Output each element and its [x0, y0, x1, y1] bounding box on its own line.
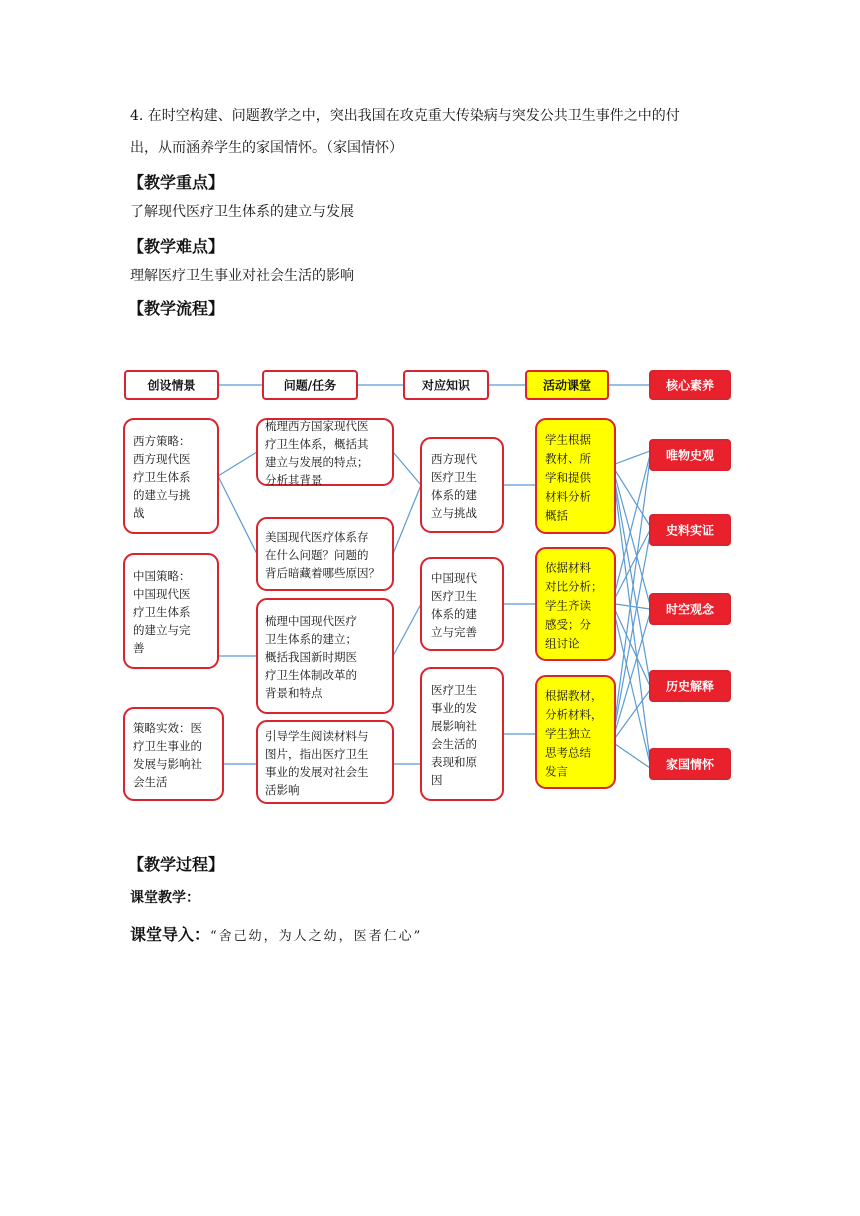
conn-s1-t2 [218, 476, 257, 554]
knowledge-box-3-line-2: 事业的发 [431, 701, 477, 716]
task-box-1 [257, 419, 393, 487]
literacy-box-4 [650, 671, 730, 701]
scenario-box-3-line-3: 发展与影响社 [133, 757, 202, 772]
scenario-box-1-line-1: 西方策略： [133, 434, 191, 449]
knowledge-box-2-line-3: 体系的建 [431, 607, 477, 622]
scenario-box-1 [124, 419, 218, 533]
difficult-point-heading: 【教学难点】 [128, 237, 225, 256]
header-3 [404, 371, 488, 399]
intro-label: 课堂导入： [130, 925, 211, 944]
activity-box-3-line-5: 发言 [545, 764, 568, 779]
scenario-box-1-line-3: 疗卫生体系 [133, 470, 191, 485]
flow-heading: 【教学流程】 [128, 299, 225, 318]
activity-box-2 [536, 548, 615, 660]
classroom-intro [130, 924, 422, 948]
activity-box-3-line-3: 学生独立 [545, 726, 591, 741]
task-box-2-line-1: 美国现代医疗体系存 [265, 530, 369, 545]
task-box-3-line-1: 梳理中国现代医疗 [265, 614, 357, 629]
scenario-box-2-line-4: 的建立与完 [133, 623, 191, 638]
conn-t2-k1 [393, 485, 421, 554]
scenario-box-1-line-4: 的建立与挑 [133, 488, 191, 503]
literacy-box-1-line-1: 唯物史观 [665, 448, 715, 463]
task-box-1-line-1: 梳理西方国家现代医 [265, 419, 369, 434]
header-1-line-1: 创设情景 [147, 378, 196, 393]
literacy-box-1 [650, 440, 730, 470]
classroom-teaching-label: 课堂教学： [130, 890, 200, 906]
activity-box-2-line-2: 对比分析； [545, 579, 603, 594]
header-2 [263, 371, 357, 399]
activity-box-1-line-1: 学生根据 [545, 432, 591, 447]
literacy-box-2 [650, 515, 730, 545]
objective-4-line1: 4. 在时空构建、问题教学之中，突出我国在攻克重大传染病与突发公共卫生事件之中的付 [130, 108, 680, 124]
conn-a1-l1 [615, 451, 650, 464]
activity-box-3-line-4: 思考总结 [545, 745, 591, 760]
header-5 [650, 371, 730, 399]
scenario-box-3 [124, 708, 223, 800]
knowledge-box-3-line-5: 表现和原 [431, 755, 477, 770]
knowledge-box-2-line-2: 医疗卫生 [431, 589, 477, 604]
knowledge-box-3-line-4: 会生活的 [431, 737, 477, 752]
conn-a3-l5 [615, 744, 650, 768]
scenario-box-2-line-2: 中国现代医 [133, 587, 191, 602]
header-4-line-1: 活动课堂 [542, 378, 592, 393]
literacy-box-5 [650, 749, 730, 779]
knowledge-box-1-line-1: 西方现代 [431, 452, 477, 467]
knowledge-box-2-line-1: 中国现代 [431, 571, 477, 586]
header-5-line-1: 核心素养 [665, 378, 715, 393]
literacy-box-5-line-1: 家国情怀 [665, 757, 715, 772]
knowledge-box-1 [421, 438, 503, 532]
activity-box-2-line-5: 组讨论 [545, 636, 580, 651]
conn-a2-l1 [615, 455, 650, 592]
header-4 [526, 371, 608, 399]
difficult-point-text: 理解医疗卫生事业对社会生活的影响 [130, 268, 354, 284]
literacy-box-4-line-1: 历史解释 [665, 679, 715, 694]
literacy-box-2-line-1: 史料实证 [665, 523, 715, 538]
task-box-3-line-4: 疗卫生体制改革的 [265, 668, 357, 683]
activity-box-1-line-3: 学和提供 [545, 470, 591, 485]
activity-box-1-line-4: 材料分析 [545, 489, 591, 504]
conn-a2-l3 [615, 604, 650, 609]
activity-box-3-line-2: 分析材料， [545, 707, 603, 722]
task-box-1-line-2: 疗卫生体系，概括其 [265, 437, 369, 452]
process-heading: 【教学过程】 [128, 855, 225, 874]
task-box-1-line-4: 分析其背景 [265, 473, 323, 488]
knowledge-box-2 [421, 558, 503, 650]
conn-t3-k2 [393, 604, 421, 656]
knowledge-box-1-line-2: 医疗卫生 [431, 470, 477, 485]
task-box-4-line-4: 活影响 [265, 783, 300, 798]
activity-box-1-line-5: 概括 [545, 508, 568, 523]
intro-quote: “舍己幼，为人之幼，医者仁心” [210, 929, 423, 944]
task-box-3 [257, 599, 393, 713]
scenario-box-2 [124, 554, 218, 668]
task-box-3-line-5: 背景和特点 [265, 686, 323, 701]
conn-a1-l5 [615, 488, 650, 760]
key-point-text: 了解现代医疗卫生体系的建立与发展 [130, 204, 354, 220]
task-box-4-line-2: 图片，指出医疗卫生 [265, 747, 369, 762]
task-box-4 [257, 721, 393, 803]
activity-box-3 [536, 676, 615, 788]
literacy-box-3 [650, 594, 730, 624]
teaching-flowchart [110, 360, 740, 820]
knowledge-box-3 [421, 668, 503, 800]
task-box-3-line-3: 概括我国新时期医 [265, 650, 357, 665]
scenario-box-3-line-2: 疗卫生事业的 [133, 739, 202, 754]
scenario-box-2-line-1: 中国策略： [133, 569, 191, 584]
task-box-1-line-3: 建立与发展的特点； [265, 455, 369, 470]
task-box-3-line-2: 卫生体系的建立； [265, 632, 357, 647]
activity-box-2-line-1: 依据材料 [545, 560, 591, 575]
header-2-line-1: 问题/任务 [283, 378, 337, 393]
activity-box-3-line-1: 根据教材， [545, 688, 603, 703]
literacy-box-3-line-1: 时空观念 [665, 602, 715, 617]
knowledge-box-1-line-3: 体系的建 [431, 488, 477, 503]
header-1 [125, 371, 218, 399]
conn-t1-k1 [393, 452, 421, 485]
activity-box-1 [536, 419, 615, 533]
objective-4-line2: 出，从而涵养学生的家国情怀。（家国情怀） [130, 140, 403, 156]
knowledge-box-3-line-1: 医疗卫生 [431, 683, 477, 698]
knowledge-box-2-line-4: 立与完善 [431, 625, 477, 640]
header-3-line-1: 对应知识 [421, 378, 471, 393]
conn-a2-l5 [615, 616, 650, 764]
task-box-2 [257, 518, 393, 590]
scenario-box-3-line-4: 会生活 [133, 775, 168, 790]
activity-box-2-line-4: 感受；分 [545, 617, 591, 632]
task-box-2-line-2: 在什么问题？问题的 [265, 548, 369, 563]
knowledge-box-3-line-3: 展影响社 [431, 719, 477, 734]
flowchart-boxes [124, 371, 730, 803]
conn-s1-t1 [218, 452, 257, 476]
key-point-heading: 【教学重点】 [128, 173, 225, 192]
scenario-box-2-line-3: 疗卫生体系 [133, 605, 191, 620]
scenario-box-2-line-5: 善 [133, 641, 145, 656]
task-box-2-line-3: 背后暗藏着哪些原因？ [265, 566, 380, 581]
scenario-box-3-line-1: 策略实效：医 [133, 721, 202, 736]
knowledge-box-3-line-6: 因 [431, 773, 443, 788]
activity-box-2-line-3: 学生齐读 [545, 598, 591, 613]
activity-box-1-line-2: 教材、所 [545, 451, 591, 466]
task-box-4-line-3: 事业的发展对社会生 [265, 765, 369, 780]
scenario-box-1-line-2: 西方现代医 [133, 452, 191, 467]
scenario-box-1-line-5: 战 [133, 506, 145, 521]
conn-a1-l4 [615, 482, 650, 682]
task-box-4-line-1: 引导学生阅读材料与 [265, 729, 369, 744]
knowledge-box-1-line-4: 立与挑战 [431, 506, 477, 521]
